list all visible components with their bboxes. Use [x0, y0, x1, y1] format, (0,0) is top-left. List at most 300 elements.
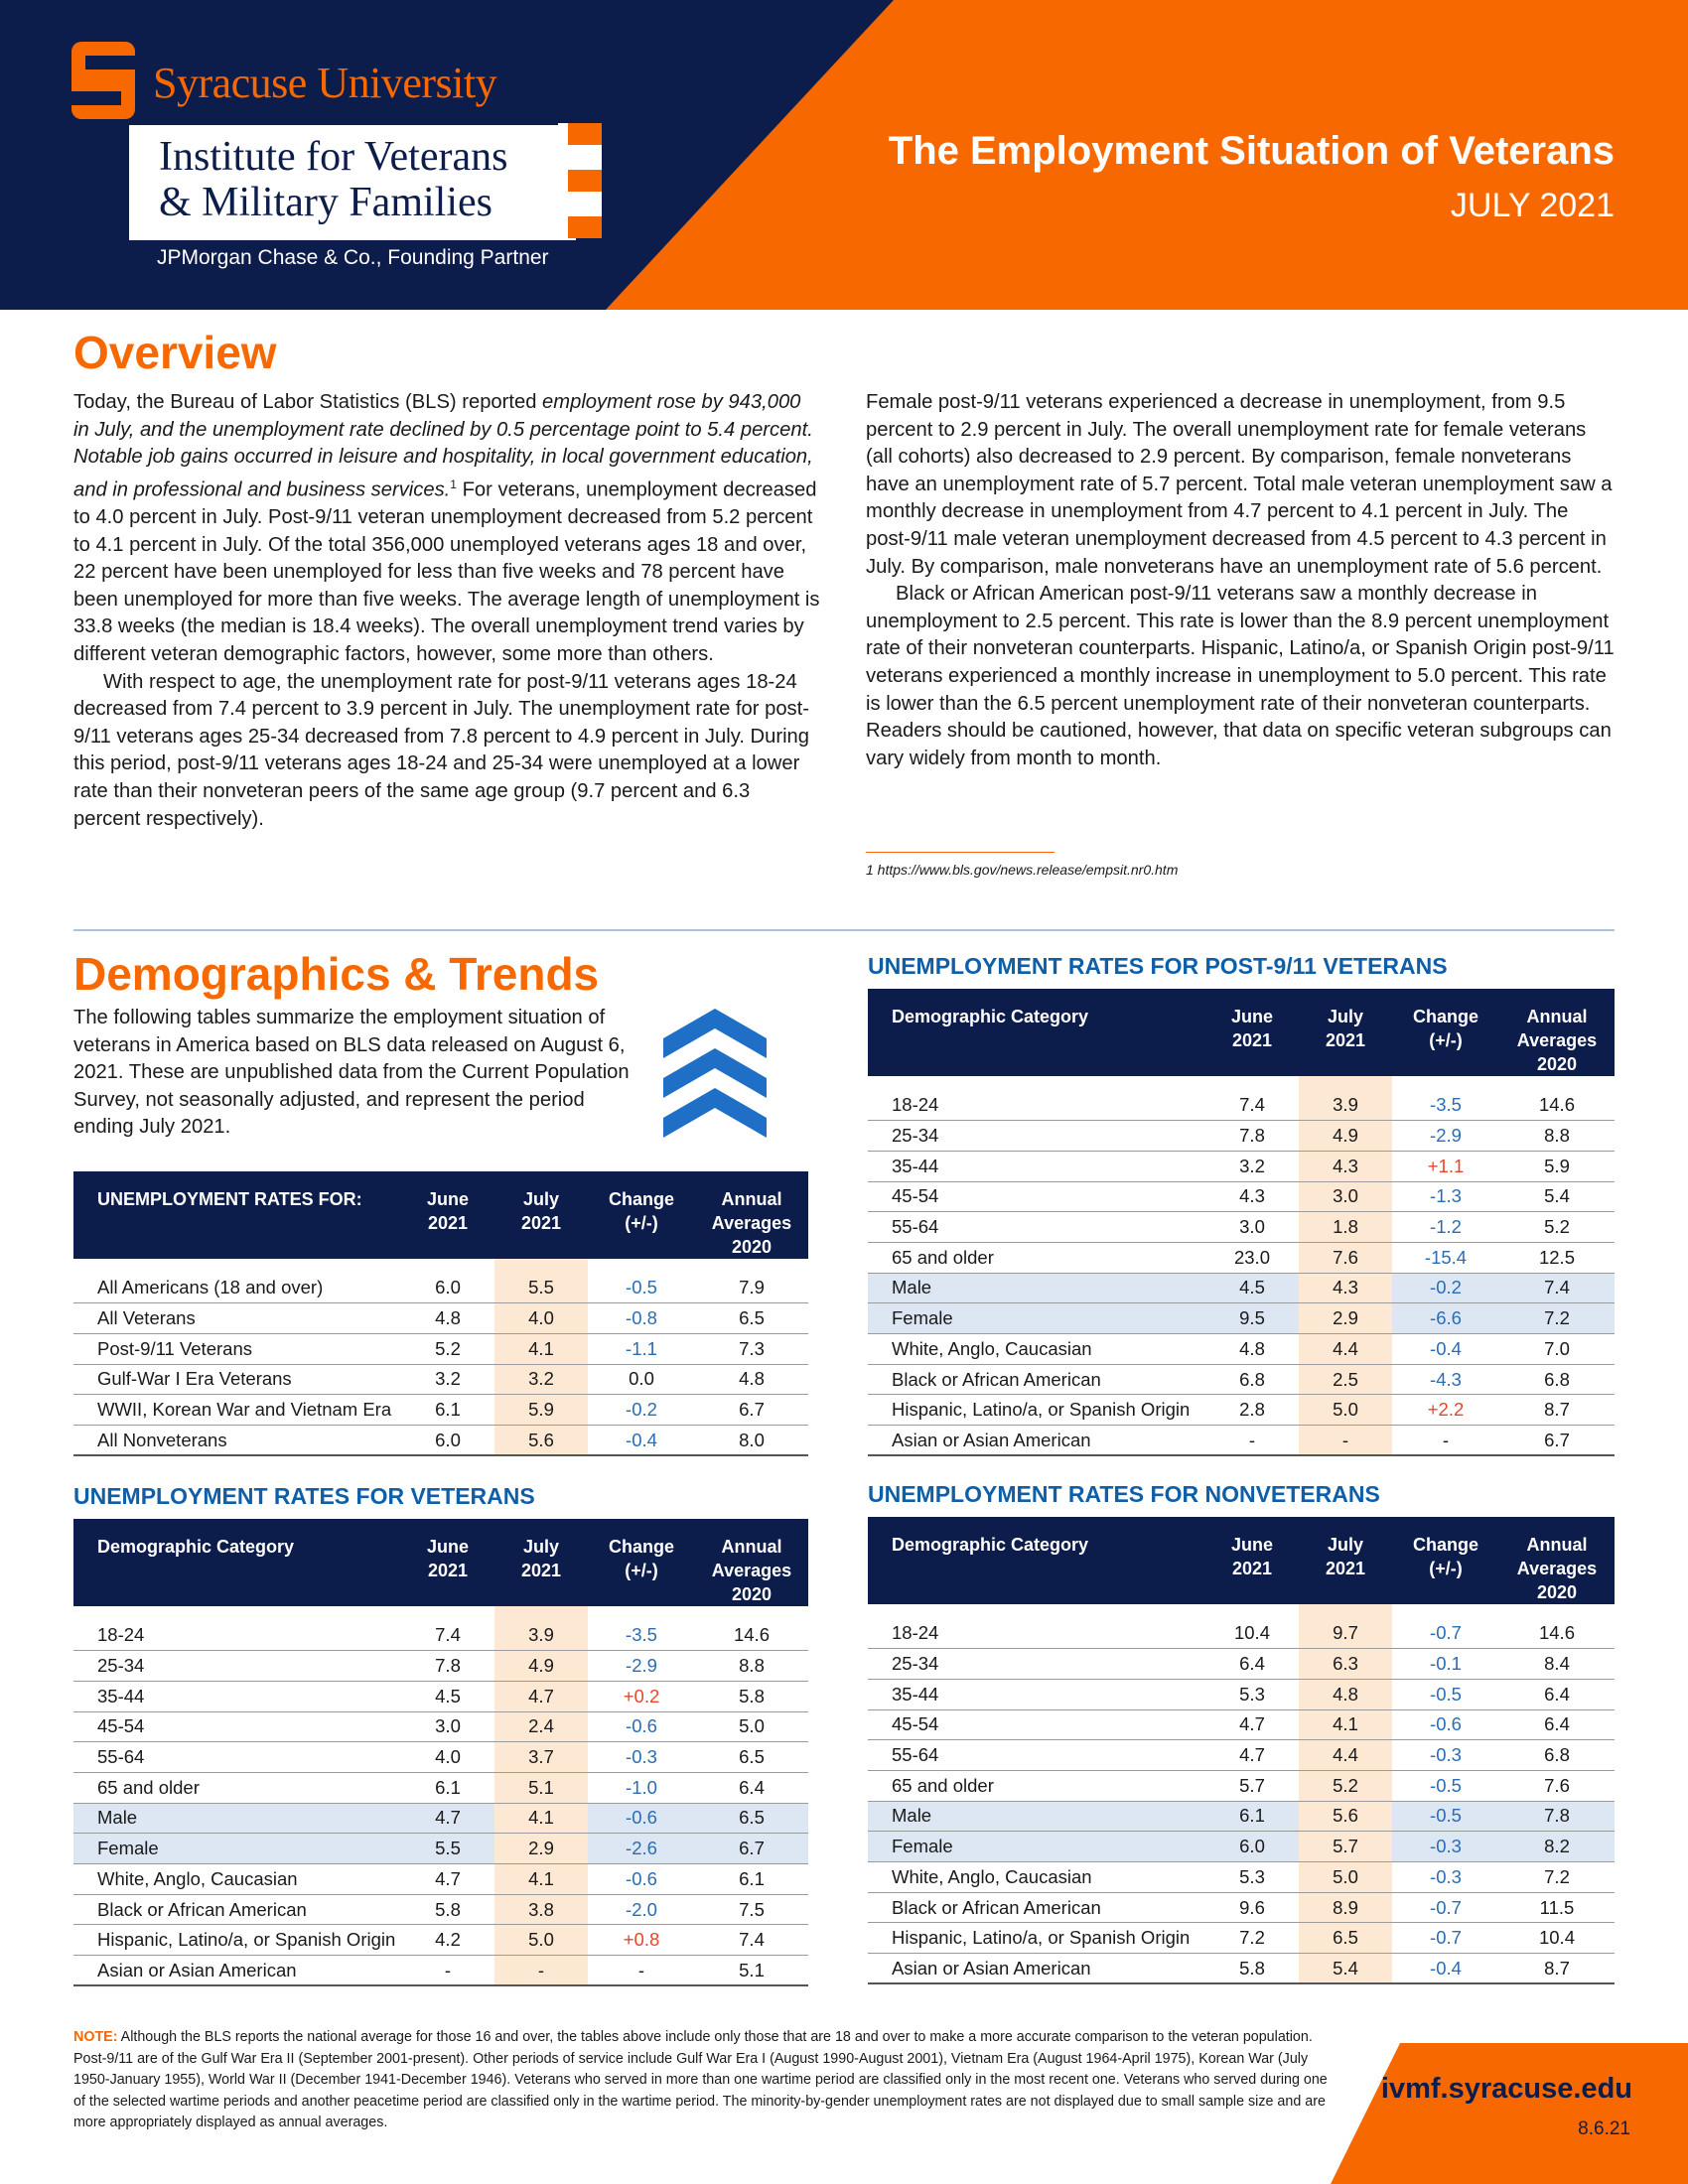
- cell-value: -2.9: [588, 1651, 695, 1682]
- table-row: [868, 1395, 1615, 1426]
- cell-value: 6.8: [1499, 1740, 1615, 1771]
- cell-value: 5.6: [1299, 1801, 1392, 1832]
- cell-value: 4.1: [1299, 1709, 1392, 1740]
- cell-value: 2.4: [494, 1711, 588, 1742]
- row-label: 65 and older: [73, 1772, 401, 1803]
- cell-value: 4.3: [1205, 1181, 1299, 1212]
- cell-value: -0.3: [1392, 1740, 1499, 1771]
- cell-value: 7.2: [1499, 1862, 1615, 1893]
- cell-value: 4.5: [401, 1681, 494, 1711]
- row-label: 25-34: [73, 1651, 401, 1682]
- column-header: Change (+/-): [588, 1519, 695, 1606]
- row-label: 35-44: [73, 1681, 401, 1711]
- cell-value: 8.7: [1499, 1954, 1615, 1984]
- table-row: [73, 1956, 808, 1986]
- row-label: 65 and older: [868, 1242, 1205, 1273]
- cell-value: 10.4: [1499, 1923, 1615, 1954]
- cell-value: -2.0: [588, 1894, 695, 1925]
- cell-value: 3.0: [1205, 1212, 1299, 1243]
- column-header: Change (+/-): [1392, 1517, 1499, 1604]
- footnote-link[interactable]: 1 https://www.bls.gov/news.release/empsit.nr0.htm: [866, 862, 1179, 878]
- cell-value: -0.1: [1392, 1649, 1499, 1680]
- cell-value: 5.7: [1205, 1770, 1299, 1801]
- cell-value: +1.1: [1392, 1151, 1499, 1181]
- table-row: [868, 1303, 1615, 1334]
- column-header: June 2021: [1205, 989, 1299, 1076]
- cell-value: 14.6: [1499, 1090, 1615, 1121]
- cell-value: 7.5: [695, 1894, 808, 1925]
- row-label: Asian or Asian American: [73, 1956, 401, 1986]
- cell-value: 5.0: [494, 1925, 588, 1956]
- overview-left-column: [73, 389, 820, 833]
- table-row: [868, 1740, 1615, 1771]
- cell-value: 7.2: [1205, 1923, 1299, 1954]
- cell-value: 6.4: [1499, 1679, 1615, 1709]
- cell-value: 3.2: [1205, 1151, 1299, 1181]
- cell-value: -: [401, 1956, 494, 1986]
- section-divider: [73, 929, 1615, 931]
- cell-value: 10.4: [1205, 1618, 1299, 1649]
- table-row: [73, 1742, 808, 1773]
- row-label: Female: [868, 1303, 1205, 1334]
- cell-value: 6.3: [1299, 1649, 1392, 1680]
- institute-name-line1: Institute for Veterans: [159, 134, 508, 180]
- column-header: July 2021: [1299, 1517, 1392, 1604]
- cell-value: 8.8: [1499, 1121, 1615, 1152]
- cell-value: 8.9: [1299, 1892, 1392, 1923]
- table-row: [868, 1709, 1615, 1740]
- column-header: July 2021: [1299, 989, 1392, 1076]
- cell-value: -2.6: [588, 1834, 695, 1864]
- table-row: [868, 1770, 1615, 1801]
- row-label: Black or African American: [868, 1364, 1205, 1395]
- cell-value: -0.3: [588, 1742, 695, 1773]
- cell-value: 3.8: [494, 1894, 588, 1925]
- table-row: [868, 1679, 1615, 1709]
- cell-value: 4.4: [1299, 1334, 1392, 1365]
- cell-value: 4.1: [494, 1333, 588, 1364]
- table-row: [73, 1273, 808, 1303]
- veterans-table-caption: UNEMPLOYMENT RATES FOR VETERANS: [73, 1483, 535, 1509]
- cell-value: -1.0: [588, 1772, 695, 1803]
- cell-value: 5.6: [494, 1425, 588, 1455]
- footer-accent-shape: [1331, 2043, 1688, 2184]
- cell-value: -0.5: [588, 1273, 695, 1303]
- cell-value: 4.3: [1299, 1151, 1392, 1181]
- column-header: June 2021: [1205, 1517, 1299, 1604]
- cell-value: 2.9: [494, 1834, 588, 1864]
- cell-value: -0.6: [588, 1864, 695, 1895]
- cell-value: 7.4: [695, 1925, 808, 1956]
- cell-value: -: [494, 1956, 588, 1986]
- cell-value: 7.9: [695, 1273, 808, 1303]
- table-row: [868, 1801, 1615, 1832]
- cell-value: 8.4: [1499, 1649, 1615, 1680]
- demographics-heading: Demographics & Trends: [73, 948, 600, 1000]
- row-label: White, Anglo, Caucasian: [73, 1864, 401, 1895]
- cell-value: 5.0: [1299, 1862, 1392, 1893]
- cell-value: 7.0: [1499, 1334, 1615, 1365]
- cell-value: 0.0: [588, 1364, 695, 1395]
- cell-value: +2.2: [1392, 1395, 1499, 1426]
- cell-value: 7.8: [401, 1651, 494, 1682]
- cell-value: 4.2: [401, 1925, 494, 1956]
- cell-value: 4.7: [1205, 1740, 1299, 1771]
- cell-value: 7.2: [1499, 1303, 1615, 1334]
- cell-value: 3.2: [401, 1364, 494, 1395]
- document-title: The Employment Situation of Veterans: [888, 129, 1615, 173]
- table-row: [73, 1681, 808, 1711]
- cell-value: -0.3: [1392, 1832, 1499, 1862]
- cell-value: 6.4: [1205, 1649, 1299, 1680]
- table-spacer: [868, 1076, 1615, 1090]
- unemployment-rates-table: [73, 1171, 808, 1456]
- cell-value: 6.8: [1205, 1364, 1299, 1395]
- cell-value: 5.1: [494, 1772, 588, 1803]
- cell-value: 12.5: [1499, 1242, 1615, 1273]
- overview-right-column: [866, 389, 1617, 772]
- row-label: WWII, Korean War and Vietnam Era: [73, 1395, 401, 1426]
- cell-value: -0.4: [588, 1425, 695, 1455]
- cell-value: 6.7: [1499, 1426, 1615, 1456]
- cell-value: 5.3: [1205, 1679, 1299, 1709]
- row-label: 55-64: [868, 1740, 1205, 1771]
- cell-value: 4.9: [494, 1651, 588, 1682]
- release-date: 8.6.21: [1578, 2118, 1630, 2139]
- cell-value: 5.8: [1205, 1954, 1299, 1984]
- table-row: [73, 1772, 808, 1803]
- row-label: 18-24: [868, 1618, 1205, 1649]
- row-label: All Americans (18 and over): [73, 1273, 401, 1303]
- row-label: Hispanic, Latino/a, or Spanish Origin: [73, 1925, 401, 1956]
- cell-value: 6.4: [1499, 1709, 1615, 1740]
- cell-value: 5.5: [401, 1834, 494, 1864]
- chevrons-up-icon: [663, 1009, 767, 1138]
- cell-value: 7.6: [1499, 1770, 1615, 1801]
- cell-value: 5.9: [1499, 1151, 1615, 1181]
- cell-value: -0.2: [588, 1395, 695, 1426]
- table-row: [868, 1862, 1615, 1893]
- cell-value: -0.3: [1392, 1862, 1499, 1893]
- cell-value: -0.5: [1392, 1679, 1499, 1709]
- document-date: JULY 2021: [1450, 187, 1615, 224]
- cell-value: 9.7: [1299, 1618, 1392, 1649]
- cell-value: 11.5: [1499, 1892, 1615, 1923]
- cell-value: 4.1: [494, 1803, 588, 1834]
- cell-value: 7.6: [1299, 1242, 1392, 1273]
- cell-value: 23.0: [1205, 1242, 1299, 1273]
- row-label: White, Anglo, Caucasian: [868, 1334, 1205, 1365]
- table-spacer: [868, 1604, 1615, 1618]
- table-row: [868, 1121, 1615, 1152]
- table-row: [868, 1426, 1615, 1456]
- cell-value: 6.0: [1205, 1832, 1299, 1862]
- row-label: Male: [73, 1803, 401, 1834]
- cell-value: 2.8: [1205, 1395, 1299, 1426]
- cell-value: 3.0: [401, 1711, 494, 1742]
- footnote-rule: [866, 852, 1055, 853]
- cell-value: 5.1: [695, 1956, 808, 1986]
- row-label: All Veterans: [73, 1303, 401, 1334]
- table-spacer: [73, 1606, 808, 1620]
- table-row: [868, 1273, 1615, 1303]
- nonveterans-rates-table: [868, 1517, 1615, 1984]
- cell-value: -0.2: [1392, 1273, 1499, 1303]
- cell-value: -3.5: [1392, 1090, 1499, 1121]
- cell-value: -0.8: [588, 1303, 695, 1334]
- table-row: [868, 1212, 1615, 1243]
- cell-value: 3.2: [494, 1364, 588, 1395]
- row-label: Gulf-War I Era Veterans: [73, 1364, 401, 1395]
- cell-value: 6.1: [401, 1772, 494, 1803]
- table-row: [868, 1242, 1615, 1273]
- cell-value: 6.7: [695, 1395, 808, 1426]
- table-row: [73, 1711, 808, 1742]
- column-header: July 2021: [494, 1519, 588, 1606]
- table-row: [73, 1894, 808, 1925]
- cell-value: -4.3: [1392, 1364, 1499, 1395]
- cell-value: 5.2: [1299, 1770, 1392, 1801]
- cell-value: 6.8: [1499, 1364, 1615, 1395]
- cell-value: 3.9: [494, 1620, 588, 1651]
- table-row: [868, 1954, 1615, 1984]
- row-label: Female: [73, 1834, 401, 1864]
- cell-value: 7.4: [401, 1620, 494, 1651]
- cell-value: 4.8: [1205, 1334, 1299, 1365]
- row-label: Black or African American: [73, 1894, 401, 1925]
- row-label: Female: [868, 1832, 1205, 1862]
- row-label: 25-34: [868, 1121, 1205, 1152]
- cell-value: 5.4: [1299, 1954, 1392, 1984]
- column-header: UNEMPLOYMENT RATES FOR:: [73, 1171, 401, 1259]
- column-header: Annual Averages 2020: [695, 1171, 808, 1259]
- cell-value: +0.2: [588, 1681, 695, 1711]
- institute-name-line2: & Military Families: [159, 180, 492, 225]
- row-label: 35-44: [868, 1151, 1205, 1181]
- table-row: [73, 1864, 808, 1895]
- cell-value: 4.7: [1205, 1709, 1299, 1740]
- cell-value: -0.7: [1392, 1923, 1499, 1954]
- row-label: Hispanic, Latino/a, or Spanish Origin: [868, 1395, 1205, 1426]
- row-label: Black or African American: [868, 1892, 1205, 1923]
- syracuse-s-logo-icon: [71, 42, 135, 119]
- cell-value: 4.7: [401, 1803, 494, 1834]
- cell-value: -0.4: [1392, 1334, 1499, 1365]
- veterans-rates-table: [73, 1519, 808, 1986]
- table-row: [868, 1923, 1615, 1954]
- cell-value: 3.7: [494, 1742, 588, 1773]
- cell-value: 4.8: [401, 1303, 494, 1334]
- column-header: Change (+/-): [1392, 989, 1499, 1076]
- cell-value: 9.6: [1205, 1892, 1299, 1923]
- cell-value: -: [1392, 1426, 1499, 1456]
- page-header: [0, 0, 1688, 310]
- row-label: 65 and older: [868, 1770, 1205, 1801]
- column-header: Change (+/-): [588, 1171, 695, 1259]
- cell-value: 5.2: [401, 1333, 494, 1364]
- cell-value: 2.9: [1299, 1303, 1392, 1334]
- table-row: [73, 1925, 808, 1956]
- column-header: Demographic Category: [868, 1517, 1205, 1604]
- cell-value: 4.0: [401, 1742, 494, 1773]
- table-row: [868, 1649, 1615, 1680]
- overview-heading: Overview: [73, 327, 277, 378]
- column-header: June 2021: [401, 1519, 494, 1606]
- cell-value: -0.5: [1392, 1770, 1499, 1801]
- cell-value: -0.5: [1392, 1801, 1499, 1832]
- cell-value: 7.4: [1205, 1090, 1299, 1121]
- cell-value: 4.8: [1299, 1679, 1392, 1709]
- column-header: June 2021: [401, 1171, 494, 1259]
- cell-value: -: [1205, 1426, 1299, 1456]
- cell-value: 5.5: [494, 1273, 588, 1303]
- cell-value: 2.5: [1299, 1364, 1392, 1395]
- founding-partner: JPMorgan Chase & Co., Founding Partner: [157, 246, 549, 269]
- table-row: [73, 1303, 808, 1334]
- table-row: [73, 1834, 808, 1864]
- overview-paragraph: Black or African American post-9/11 veterans saw a monthly decrease in unemployment to 2.5 percent. This rate is lower than the 8.9 percent unemployment rate of their nonveteran counterparts. Hispanic, Latino/a, or Spanish Origin post-9/11 veterans experienced a monthly increase in unemployment to 5.0 percent. This rate is lower than the 6.5 percent unemployment rate of their nonveteran counterparts. Readers should be cautioned, however, that data on specific veteran subgroups can vary widely from month to month.: [866, 583, 1615, 769]
- cell-value: 8.2: [1499, 1832, 1615, 1862]
- row-label: 45-54: [73, 1711, 401, 1742]
- table-row: [73, 1425, 808, 1455]
- cell-value: 4.1: [494, 1864, 588, 1895]
- cell-value: 5.4: [1499, 1181, 1615, 1212]
- cell-value: 7.8: [1205, 1121, 1299, 1152]
- cell-value: -2.9: [1392, 1121, 1499, 1152]
- table-row: [73, 1620, 808, 1651]
- cell-value: 8.0: [695, 1425, 808, 1455]
- table-row: [868, 1334, 1615, 1365]
- column-header: Demographic Category: [868, 989, 1205, 1076]
- row-label: Male: [868, 1801, 1205, 1832]
- cell-value: -1.1: [588, 1333, 695, 1364]
- cell-value: -0.6: [1392, 1709, 1499, 1740]
- nonveterans-table-caption: UNEMPLOYMENT RATES FOR NONVETERANS: [868, 1481, 1380, 1507]
- cell-value: 8.7: [1499, 1395, 1615, 1426]
- cell-value: 6.0: [401, 1273, 494, 1303]
- post911-table-caption: UNEMPLOYMENT RATES FOR POST-9/11 VETERANS: [868, 953, 1448, 979]
- row-label: 45-54: [868, 1709, 1205, 1740]
- table-row: [868, 1181, 1615, 1212]
- row-label: All Nonveterans: [73, 1425, 401, 1455]
- table-spacer: [73, 1259, 808, 1273]
- overview-paragraph: With respect to age, the unemployment rate for post-9/11 veterans ages 18-24 decreased from 7.4 percent to 3.9 percent in July. The unemployment rate for post-9/11 veterans ages 25-34 decreased from 7.8 percent to 4.9 percent in July. During this period, post-9/11 veterans ages 18-24 and 25-34 were unemployed at a lower rate than their nonveteran peers of the same age group (9.7 percent and 6.3 percent respectively).: [73, 670, 810, 830]
- cell-value: 5.8: [401, 1894, 494, 1925]
- table-row: [73, 1364, 808, 1395]
- cell-value: 6.1: [695, 1864, 808, 1895]
- cell-value: 8.8: [695, 1651, 808, 1682]
- post911-rates-table: [868, 989, 1615, 1456]
- row-label: Asian or Asian American: [868, 1426, 1205, 1456]
- cell-value: -0.4: [1392, 1954, 1499, 1984]
- row-label: 55-64: [868, 1212, 1205, 1243]
- column-header: July 2021: [494, 1171, 588, 1259]
- table-row: [868, 1892, 1615, 1923]
- cell-value: 7.8: [1499, 1801, 1615, 1832]
- cell-value: 6.5: [695, 1803, 808, 1834]
- row-label: 18-24: [73, 1620, 401, 1651]
- cell-value: 5.3: [1205, 1862, 1299, 1893]
- column-header: Annual Averages 2020: [1499, 989, 1615, 1076]
- cell-value: 14.6: [1499, 1618, 1615, 1649]
- row-label: 18-24: [868, 1090, 1205, 1121]
- university-name: Syracuse University: [153, 59, 497, 107]
- cell-value: 5.9: [494, 1395, 588, 1426]
- cell-value: -6.6: [1392, 1303, 1499, 1334]
- overview-paragraph: Today, the Bureau of Labor Statistics (BLS) reported employment rose by 943,000 in July, and the unemployment rate declined by 0.5 percentage point to 5.4 percent. Notable job gains occurred in leisure and hospitality, in local government education, and in professional and business services.$^1$ For veterans, unemployment decreased to 4.0 percent in July. Post-9/11 veteran unemployment decreased from 5.2 percent to 4.1 percent in July. Of the total 356,000 unemployed veterans ages 18 and over, 22 percent have been unemployed for less than five weeks and 78 percent have been unemployed for more than five weeks. The average length of unemployment is 33.8 weeks (the median is 18.4 weeks). The overall unemployment trend varies by different veteran demographic factors, however, some more than others.: [73, 391, 820, 666]
- table-row: [73, 1651, 808, 1682]
- cell-value: 7.3: [695, 1333, 808, 1364]
- row-label: Hispanic, Latino/a, or Spanish Origin: [868, 1923, 1205, 1954]
- demographics-intro: The following tables summarize the employment situation of veterans in America based on BLS data released on August 6, 2021. These are unpublished data from the Current Population Survey, not seasonally adjusted, and represent the period ending July 2021.: [73, 1007, 630, 1139]
- cell-value: 6.5: [1299, 1923, 1392, 1954]
- row-label: Post-9/11 Veterans: [73, 1333, 401, 1364]
- cell-value: -1.3: [1392, 1181, 1499, 1212]
- row-label: Asian or Asian American: [868, 1954, 1205, 1984]
- table-row: [868, 1832, 1615, 1862]
- cell-value: 3.0: [1299, 1181, 1392, 1212]
- footer-note: NOTE: Although the BLS reports the national average for those 16 and over, the tables above include only those that are 18 and over to make a more accurate comparison to the veteran population. Post-9/11 are of the Gulf War Era II (September 2001-present). Other periods of service include Gulf War Era I (August 1990-August 2001), Vietnam Era (August 1964-April 1975), Korean War (July 1950-January 1955), World War II (December 1941-December 1946). Veterans who served in more than one wartime period are classified only in the most recent one. Veterans who served during one of the selected wartime periods and another peacetime period are classified only in the wartime period. The minority-by-gender unemployment rates are not displayed due to small sample size and are more appropriately displayed as annual averages.: [73, 2029, 1328, 2130]
- column-header: Demographic Category: [73, 1519, 401, 1606]
- cell-value: 6.1: [1205, 1801, 1299, 1832]
- cell-value: -0.7: [1392, 1618, 1499, 1649]
- table-row: [868, 1090, 1615, 1121]
- cell-value: 6.1: [401, 1395, 494, 1426]
- cell-value: 6.4: [695, 1772, 808, 1803]
- row-label: 35-44: [868, 1679, 1205, 1709]
- cell-value: 14.6: [695, 1620, 808, 1651]
- table-row: [868, 1364, 1615, 1395]
- cell-value: 5.7: [1299, 1832, 1392, 1862]
- column-header: Annual Averages 2020: [1499, 1517, 1615, 1604]
- cell-value: 6.5: [695, 1303, 808, 1334]
- table-row: [73, 1333, 808, 1364]
- row-label: White, Anglo, Caucasian: [868, 1862, 1205, 1893]
- cell-value: 4.7: [494, 1681, 588, 1711]
- website-link[interactable]: ivmf.syracuse.edu: [1380, 2073, 1632, 2105]
- column-header: Annual Averages 2020: [695, 1519, 808, 1606]
- cell-value: 6.5: [695, 1742, 808, 1773]
- cell-value: -15.4: [1392, 1242, 1499, 1273]
- table-row: [73, 1803, 808, 1834]
- cell-value: -: [588, 1956, 695, 1986]
- row-label: 45-54: [868, 1181, 1205, 1212]
- cell-value: 7.4: [1499, 1273, 1615, 1303]
- table-row: [73, 1395, 808, 1426]
- table-row: [868, 1618, 1615, 1649]
- cell-value: 9.5: [1205, 1303, 1299, 1334]
- cell-value: -0.6: [588, 1711, 695, 1742]
- cell-value: -0.7: [1392, 1892, 1499, 1923]
- cell-value: 6.7: [695, 1834, 808, 1864]
- row-label: 25-34: [868, 1649, 1205, 1680]
- cell-value: +0.8: [588, 1925, 695, 1956]
- cell-value: 4.8: [695, 1364, 808, 1395]
- overview-paragraph: Female post-9/11 veterans experienced a decrease in unemployment, from 9.5 percent to 2.9 percent in July. The overall unemployment rate for female veterans (all cohorts) also decreased to 2.9 percent. By comparison, female nonveterans have an unemployment rate of 5.7 percent. Total male veteran unemployment saw a monthly decrease in unemployment from 4.7 percent to 4.1 percent in July. The post-9/11 male veteran unemployment decreased from 4.5 percent to 4.3 percent in July. By comparison, male nonveterans have an unemployment rate of 5.6 percent.: [866, 391, 1613, 578]
- cell-value: 5.8: [695, 1681, 808, 1711]
- cell-value: 4.3: [1299, 1273, 1392, 1303]
- cell-value: 6.0: [401, 1425, 494, 1455]
- cell-value: 4.9: [1299, 1121, 1392, 1152]
- cell-value: 4.4: [1299, 1740, 1392, 1771]
- cell-value: 5.0: [695, 1711, 808, 1742]
- ivmf-e-mark-icon: [558, 123, 602, 238]
- cell-value: 5.2: [1499, 1212, 1615, 1243]
- cell-value: -0.6: [588, 1803, 695, 1834]
- cell-value: -1.2: [1392, 1212, 1499, 1243]
- cell-value: 5.0: [1299, 1395, 1392, 1426]
- cell-value: 4.5: [1205, 1273, 1299, 1303]
